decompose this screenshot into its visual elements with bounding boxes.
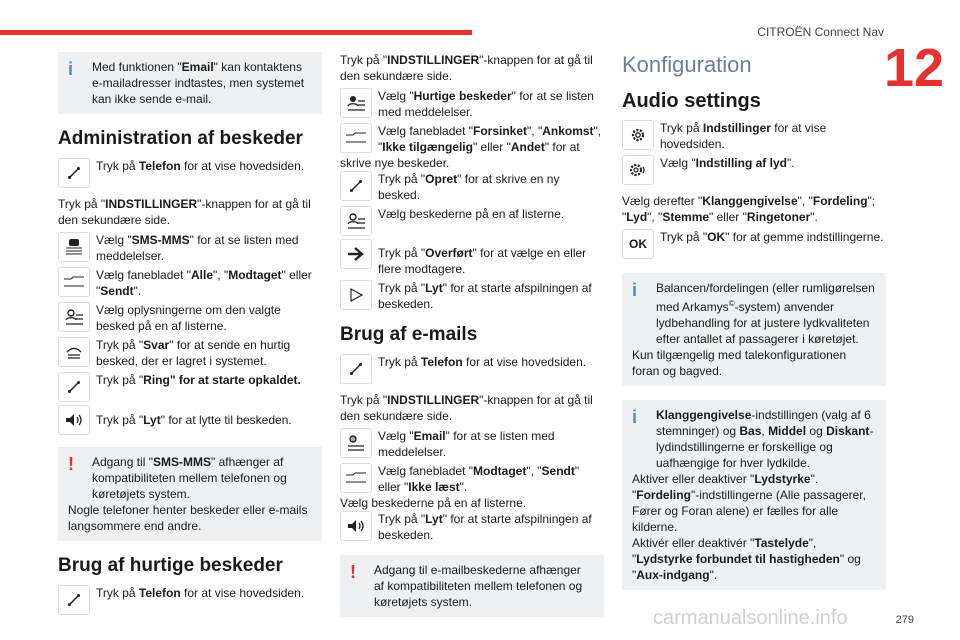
speaker-icon (58, 405, 90, 435)
step-tabs: Vælg fanebladet "Alle", "Modtaget" eller "Sendt". (58, 267, 322, 299)
watermark: carmanualsonline.info (653, 607, 848, 629)
step-indstillinger: Tryk på Indstillinger for at vise hovedsiden. (622, 120, 886, 152)
step-svar: Tryk på "Svar" for at sende en hurtig besked, der er lagret i systemet. (58, 337, 322, 369)
step-overfort: Tryk på "Overført" for at vælge en eller flere modtagere. (340, 239, 604, 277)
info-icon: i (68, 59, 74, 79)
header-product-name: CITROËN Connect Nav (757, 25, 884, 39)
step-hurtige-beskeder: Vælg "Hurtige beskeder" for at se listen med meddelelser. (340, 88, 604, 120)
step-telefon: Tryk på Telefon for at vise hovedsiden. (58, 158, 322, 188)
heading-konfiguration: Konfiguration (622, 52, 752, 77)
step-sms: Vælg "SMS-MMS" for at se listen med meddelelser. (58, 232, 322, 264)
column-1 (58, 52, 322, 618)
email-icon (340, 428, 372, 458)
svg-text:@: @ (350, 437, 356, 443)
step-telefon-2: Tryk på Telefon for at vise hovedsiden. (58, 585, 322, 615)
ok-button-icon: OK (622, 229, 654, 259)
warning-icon: ! (68, 454, 74, 474)
heading-administration: Administration af beskeder (58, 128, 303, 149)
para-derefter: Vælg derefter "Klanggengivelse", "Fordeling"; "Lyd", "Stemme" eller "Ringetoner". (622, 194, 876, 224)
info-icon: i (632, 280, 638, 300)
warning-note-sms: ! Adgang til "SMS-MMS" afhænger af kompatibiliteten mellem telefonen og køretøjets system. Nogle telefoner henter beskeder eller e-mails langsommere end andre. (58, 447, 322, 541)
step-ring: Tryk på "Ring" for at starte opkaldet. (58, 372, 322, 402)
para-indstillinger-2: Tryk på "INDSTILLINGER"-knappen for at gå til den sekundære side. (340, 393, 593, 423)
warning-note-email: ! Adgang til e-mailbeskederne afhænger af kompatibiliteten mellem telefonen og køretøjets system. (340, 555, 604, 617)
info-note-email: i Med funktionen "Email" kan kontaktens e-mailadresser indtastes, men systemet kan ikke sende e-mail. (58, 52, 322, 114)
column-3 (622, 52, 886, 604)
step-lyt-2: Tryk på "Lyt" for at starte afspilningen af beskeden. (340, 511, 604, 543)
step-telefon: Tryk på Telefon for at vise hovedsiden. (340, 354, 604, 384)
step-ok: OK Tryk på "OK" for at gemme indstillingerne. (622, 229, 886, 259)
para-skrive: skrive nye beskeder. (340, 156, 450, 170)
para-indstillinger: Tryk på "INDSTILLINGER"-knappen for at gå til den sekundære side. (58, 197, 311, 227)
column-2 (340, 52, 604, 631)
contact-list-icon (340, 206, 372, 236)
pencil-icon (340, 171, 372, 201)
info-icon: i (632, 407, 638, 427)
heading-hurtige-beskeder: Brug af hurtige beskeder (58, 555, 283, 576)
contact-list-icon (58, 302, 90, 332)
tab-icon (340, 463, 372, 493)
step-tabs: Vælg fanebladet "Modtaget", "Sendt" eller "Ikke læst". (340, 463, 604, 495)
step-lyt: Tryk på "Lyt" for at starte afspilningen af beskeden. (340, 280, 604, 312)
sound-settings-icon (622, 155, 654, 185)
heading-email: Brug af e-mails (340, 324, 478, 345)
step-details: Vælg oplysningerne om den valgte besked på en af listerne. (58, 302, 322, 334)
phone-icon (340, 354, 372, 384)
gear-icon (622, 120, 654, 150)
speaker-icon (340, 511, 372, 541)
step-lyt: Tryk på "Lyt" for at lytte til beskeden. (58, 405, 322, 435)
step-vaelg: Vælg beskederne på en af listerne. (340, 206, 604, 236)
header-red-bar (0, 30, 472, 35)
sms-icon (58, 232, 90, 262)
phone-icon (58, 372, 90, 402)
tab-icon (340, 123, 372, 153)
phone-icon (58, 158, 90, 188)
tab-icon (58, 267, 90, 297)
info-note-balance: i Balancen/fordelingen (eller rumligørelsen med Arkamys©-system) anvender lydbehandling for at justere lydkvaliteten efter antallet af passagerer i køretøjet. Kun tilgængelig med talekonfigurationen foran og bagved. (622, 273, 886, 386)
page-number: 279 (895, 614, 914, 626)
step-opret: Tryk på "Opret" for at skrive en ny besked. (340, 171, 604, 203)
play-icon (340, 280, 372, 310)
phone-icon (58, 585, 90, 615)
forward-icon (340, 239, 372, 269)
para-indstillinger: Tryk på "INDSTILLINGER"-knappen for at gå til den sekundære side. (340, 53, 593, 83)
warning-icon: ! (350, 562, 356, 582)
step-indstilling-lyd: Vælg "Indstilling af lyd". (622, 155, 886, 185)
heading-audio-settings: Audio settings (622, 90, 761, 112)
step-tabs: Vælg fanebladet "Forsinket", "Ankomst", "Ikke tilgængelig" eller "Andet" for at (340, 123, 604, 155)
reply-icon (58, 337, 90, 367)
chapter-number: 12 (884, 38, 945, 98)
quick-message-icon (340, 88, 372, 118)
step-email: @ Vælg "Email" for at se listen med meddelelser. (340, 428, 604, 460)
para-vaelg: Vælg beskederne på en af listerne. (340, 496, 527, 510)
info-note-klanggengivelse: i Klanggengivelse-indstillingen (valg af 6 stemninger) og Bas, Middel og Diskant-lydindstillingerne er forskellige og uafhængige for hver lydkilde. Aktiver eller deaktiver "Lydstyrke". "Fordeling"-indstillingerne (Alle passagerer, Fører og Foran alene) er fælles for alle kilderne. Aktivér eller deaktivér "Tastelyde", "Lydstyrke forbundet til hastigheden" og "Aux-indgang". (622, 400, 886, 590)
